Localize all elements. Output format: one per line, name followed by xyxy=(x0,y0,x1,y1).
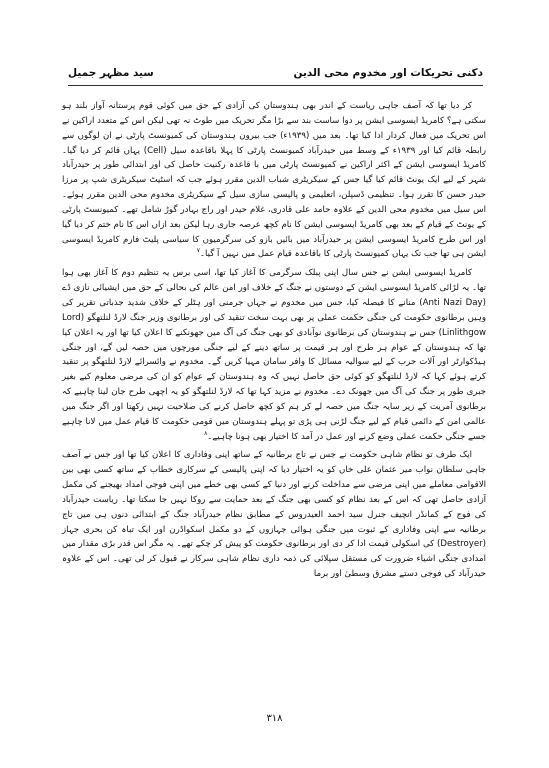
paragraph-1-text: کر دیا تھا کہ آصف جاہی ریاست کے اندر بھی ہندوستان کی آزادی کے حق میں کوئی قوم پرستانہ آواز بلند ہو سکتی ہے؟ کامریڈ ایسوسی ایشن پر دوا ساست بند سے بڑا مگر تحریک میں طوٹ نہ تھی لیکن اس کے متعدد اراکین نے اس تحریک میں فعال کردار ادا کیا تھا۔ بعد میں (۱۹۳۹ء) جب بیرون ہندوستان کی کمیونسٹ پارٹی نے ان لوگوں سے رابطہ قائم کیا اور ۱۹۳۹ء کے وسط میں حیدرآباد کمیونسٹ پارٹی کا پہلا باقاعدہ سیل (Cell) یہاں قائم کر دیا گیا۔ کامریڈ ایسوسی ایشن کے اکثر اراکین نے کمیونسٹ پارٹی میں با قاعدہ رکنیت حاصل کی اور ابتدائی طور پر حیدرآباد شہر کے لیے ایک یونٹ قائم کیا گیا جس کے سیکریٹری شباب الدین مقرر ہوئے جب کہ اسٹیٹ سیکریٹری شپ پر مرزا حیدر حسن کا تقرر ہوا۔ تنظیمی ڈسپلن، اتعلیمی و پالیسی سازی سیل کے سیکریٹری مخدوم محی الدین مقرر ہوئے۔ اس سیل میں مخدوم محی الدین کے علاوہ حامد علی قادری، غلام حیدر اور راج بہادر گوڑ شامل تھے۔ کمیونسٹ پارٹی کے یونٹ کے قیام کے بعد بھی کامریڈ ایسوسی ایشن کا نام کچھ عرصہ جاری رہا لیکن بعد ازاں اس کا نام ختم کر دیا گیا اور اس طرح کامریڈ ایسوسی ایشن پر حیدرآباد میں بائیں بازو کی سرگرمیوں کا سیاسی پلیٹ فارم کامریڈ ایسوسی ایشن ہی تھا جب تک یہاں کمیونسٹ پارٹی کا باقاعدہ قیام عمل میں نہیں آ گیا۔ xyxy=(62,101,486,260)
header-divider xyxy=(68,85,483,86)
paragraph-3 xyxy=(62,448,486,582)
paragraph-3-text: ایک طرف تو نظام شاہی حکومت نے جس نے تاج برطانیہ کے ساتھ اپنی وفاداری کا اعلان کیا تھا اور جس نے آصف جاہی سلطان نواب میر عثمان علی خاں کو یہ اختیار دیا کہ اپنی پالیسی کے سرکاری خطاب کے ساتھ کسی بھی بین الاقوامی معاملے میں اپنی مرضی سے مداخلت کرنے اور دنیا کے کسی بھی خطے میں اپنی فوجی امداد بھیجنے کی مکمل آزادی حاصل تھی کہ اس کے بعد نظام کو کسی بھی جنگ کے بعد حمایت سے روکا نہیں جا سکتا تھا۔ ریاست حیدرآباد کی فوج کے کمانڈر انچیف جنرل سید احمد العیدروس کے مطابق نظام حیدرآباد جنگ کے ابتدائی دنوں ہی میں تاج برطانیہ سے اپنی وفاداری کے ثبوت میں جنگی ہوائی جہازوں کے دو مکمل اسکواڈرن اور ایک تباہ کن بحری جہاز (Destroyer) کی اسکولی قیمت ادا کر دی اور برطانوی حکومت کو پیش کر چکے تھے۔ یہ مگر اس قدر بڑی مقدار میں امدادی جنگی اشیاء ضرورت کی مستقل سپلائی کی ذمہ داری نظام شاہی سرکار نے قبول کر لی تھی۔ اس کے علاوہ حیدرآباد کی فوجی دستے مشرق وسطیٰ اور برما xyxy=(62,450,486,580)
page-number: ۳۱۸ xyxy=(266,713,283,724)
running-head-author: سید مظہر جمیل xyxy=(68,67,154,79)
running-head xyxy=(68,65,483,81)
body-text xyxy=(62,99,486,582)
paragraph-2 xyxy=(62,266,486,444)
paragraph-1 xyxy=(62,99,486,262)
footnote-mark-7[interactable]: ۷ xyxy=(196,247,200,255)
running-head-title: دکنی تحریکات اور مخدوم محی الدین xyxy=(293,67,483,79)
footnote-mark-8[interactable]: ۸ xyxy=(204,429,208,437)
paragraph-2-text: کامریڈ ایسوسی ایشن نے جس سال اپنی پبلک سرگرمی کا آغاز کیا تھا، اسی برس یہ تنظیم دوم کا آغاز بھی ہوا تھا۔ یہ لڑائی کامریڈ ایسوسی ایشن کے دوستوں نے جنگ کے خلاف اور امن عالم کی بحالی کے حق میں ایشیائی نازی ڈے (Anti Nazi Day) منانے کا فیصلہ کیا، جس میں مخدوم نے جہاں جرمنی اور ہٹلر کے خلاف شدید جذباتی تقریر کی وہیں برطانوی حکومت کی جنگی حکمت عملی پر بھی بہت سخت تنقید کی اور برطانوی وزیر جنگ لارڈ لنلتھگو (Lord Linlithgow) جس نے ہندوستان کی برطانوی نوآبادی کو بھی جنگ کی آگ میں جھونکنے کا اعلان کیا تھا اور یہ اعلان کیا تھا کہ ہندوستان کے عوام ہر طرح اور ہر قیمت پر ساتھ دینے کے لیے جنگی مورچوں میں حصہ لیں گے، اور جنگی ہیڈکوارٹر اور آلات حرب کے لیے سوالیہ مسائل کا وافر سامان مہیا کریں گے۔ مخدوم نے وائسرائے لارڈ لنلتھگو پر تنقید کرتے ہوئے کہا کہ لارڈ لنلتھگو کو کوئی حق حاصل نہیں کہ وہ ہندوستان کے عوام کو ان کی مرضی معلوم کیے بغیر جبری طور پر جنگ کی آگ میں جھونک دے۔ مخدوم نے مزید کہا تھا کہ لارڈ لنلتھگو کو یہ اچھی طرح جان لینا چاہیے کہ برطانوی آمریت کے زیر سایہ جنگ میں حصہ لے کر ہم کو کچھ حاصل کرنے کی صلاحیت نہیں رکھتا اور اگر جنگ میں عالمی امن کے دائمی قیام کے لیے جنگ لڑنی ہی پڑی تو پہلے ہندوستان میں قومی حکومت کا قیام عمل میں لانا چاہیے جسے جنگی حکمت عملی وضع کرنے اور عمل در آمد کا اختیار بھی ہونا چاہیے۔ xyxy=(62,268,487,442)
